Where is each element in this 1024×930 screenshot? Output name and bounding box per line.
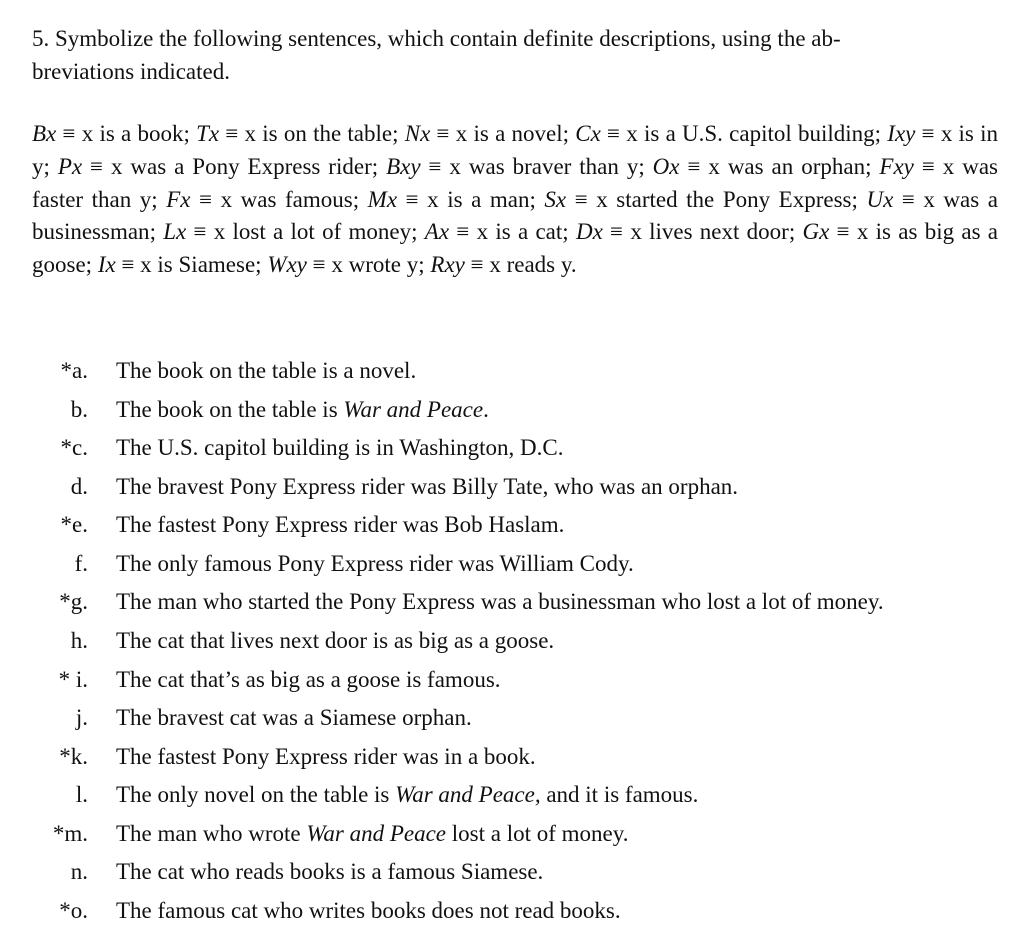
exercise-item-text: The fastest Pony Express rider was Bob Haslam. bbox=[116, 512, 565, 538]
abbreviation-predicate: Wxy bbox=[267, 252, 307, 278]
abbreviation-entry: Bx ≡ x is a book bbox=[32, 121, 184, 146]
abbreviation-meaning: x is as big as a goose bbox=[32, 219, 999, 278]
abbreviation-predicate: Ox bbox=[652, 153, 680, 179]
exercise-item-text: The cat that’s as big as a goose is famous. bbox=[116, 666, 501, 692]
abbreviation-meaning: x is a man bbox=[427, 186, 530, 212]
exercise-number: 5. bbox=[32, 26, 50, 51]
abbreviation-predicate: Fx bbox=[166, 186, 191, 212]
exercise-item-text-before: The only novel on the table is bbox=[116, 782, 396, 808]
abbreviation-predicate: Tx bbox=[196, 121, 220, 146]
abbreviation-entry: Mx ≡ x is a man bbox=[367, 186, 530, 212]
abbreviation-entry: Px ≡ x was a Pony Express rider bbox=[57, 153, 372, 179]
exercise-item bbox=[0, 853, 1024, 892]
exercise-item-label: * i. bbox=[58, 666, 88, 692]
abbreviation-meaning: x was an orphan bbox=[708, 153, 866, 179]
abbreviation-entry: Bxy ≡ x was braver than y bbox=[386, 153, 639, 179]
abbreviation-predicate: Rxy bbox=[430, 252, 465, 278]
exercise-instructions-line2: breviations indicated. bbox=[32, 59, 230, 84]
abbreviation-meaning: x started the Pony Express bbox=[596, 186, 852, 212]
exercise-items bbox=[0, 352, 1024, 930]
exercise-item-text-before: The book on the table is bbox=[116, 396, 344, 422]
abbreviation-entry: Sx ≡ x started the Pony Express bbox=[544, 186, 852, 212]
exercise-item-text bbox=[116, 776, 698, 815]
abbreviation-predicate: Dx bbox=[575, 219, 603, 245]
abbreviation-entry: Gx ≡ x is as big as a goose bbox=[32, 219, 999, 278]
abbreviation-meaning: x is a U.S. capitol building bbox=[626, 121, 875, 146]
exercise-item bbox=[0, 506, 1024, 545]
exercise-item-label: *e. bbox=[60, 512, 88, 538]
exercise-item-text: The book on the table is a novel. bbox=[116, 358, 417, 383]
abbreviation-meaning: x is Siamese bbox=[140, 252, 256, 278]
abbreviation-meaning: x was faster than y bbox=[32, 153, 998, 212]
abbreviation-entry: Wxy ≡ x wrote y bbox=[267, 252, 419, 278]
abbreviation-predicate: Ux bbox=[866, 186, 894, 212]
exercise-item-label: *c. bbox=[60, 435, 88, 461]
abbreviation-meaning: x was a Pony Express rider bbox=[110, 153, 372, 179]
exercise-item-label: h. bbox=[70, 627, 88, 653]
exercise-instructions-line1: Symbolize the following sentences, which contain definite descriptions, using the ab- bbox=[55, 26, 841, 51]
abbreviation-list: Bx ≡ x is a book; Tx ≡ x is on the table; Nx ≡ x is a novel; Cx ≡ x is a U.S. capitol building; Ixy ≡ x is in y; Px ≡ x was a Pony Express rider; Bxy ≡ x was braver than y; Ox ≡ x was an orphan; Fxy ≡ x was faster than y; Fx ≡ x was famous; Mx ≡ x is a man; Sx ≡ x started the Pony Express; Ux ≡ x was a businessman; Lx ≡ x lost a lot of money; Ax ≡ x is a cat; Dx ≡ x lives next door; Gx ≡ x is as big as a goose; Ix ≡ x is Siamese; Wxy ≡ x wrote y; Rxy ≡ x reads y. bbox=[32, 121, 999, 278]
abbreviation-meaning: x is a book bbox=[81, 121, 184, 146]
abbreviation-entry: Nx ≡ x is a novel bbox=[404, 121, 563, 146]
abbreviation-meaning: x is in y bbox=[32, 121, 999, 179]
exercise-item-label: *a. bbox=[60, 358, 88, 383]
exercise-item bbox=[0, 352, 1024, 391]
abbreviation-meaning: x is on the table bbox=[244, 121, 393, 146]
abbreviation-predicate: Sx bbox=[544, 186, 567, 212]
abbreviation-predicate: Px bbox=[57, 153, 83, 179]
abbreviation-predicate: Lx bbox=[163, 219, 187, 245]
abbreviation-entry: Ixy ≡ x is in y bbox=[32, 121, 999, 179]
exercise-item-label: *o. bbox=[59, 897, 88, 923]
abbreviation-entry: Lx ≡ x lost a lot of money bbox=[163, 219, 412, 245]
exercise-item-text: The cat who reads books is a famous Siamese. bbox=[116, 859, 544, 885]
exercise-item-label: *m. bbox=[52, 820, 88, 846]
abbreviation-predicate: Bxy bbox=[386, 153, 421, 179]
abbreviation-entry: Ix ≡ x is Siamese bbox=[97, 252, 256, 278]
exercise-item bbox=[0, 776, 1024, 815]
abbreviation-meaning: x was a businessman bbox=[32, 186, 998, 245]
abbreviation-predicate: Ix bbox=[97, 252, 116, 278]
exercise-item-text: The U.S. capitol building is in Washington, D.C. bbox=[116, 435, 564, 461]
abbreviation-meaning: x reads y bbox=[489, 252, 571, 278]
exercise-item-text: The bravest cat was a Siamese orphan. bbox=[116, 705, 472, 731]
abbreviation-predicate: Cx bbox=[575, 121, 601, 146]
abbreviation-entry: Ax ≡ x is a cat bbox=[424, 219, 563, 245]
abbreviation-predicate: Ax bbox=[424, 219, 450, 245]
exercise-heading bbox=[32, 22, 998, 88]
exercise-item bbox=[0, 468, 1024, 507]
abbreviation-meaning: x was famous bbox=[220, 186, 353, 212]
exercise-item-label: d. bbox=[70, 473, 88, 499]
exercise-item-label: l. bbox=[75, 782, 88, 808]
exercise-item-text bbox=[116, 815, 629, 854]
book-title: War and Peace bbox=[306, 820, 447, 846]
abbreviation-meaning: x wrote y bbox=[331, 252, 419, 278]
exercise-item bbox=[0, 429, 1024, 468]
abbreviation-meaning: x lost a lot of money bbox=[213, 219, 412, 245]
exercise-item-text-after: . bbox=[483, 396, 489, 422]
exercise-item bbox=[0, 738, 1024, 777]
exercise-item bbox=[0, 622, 1024, 661]
exercise-item-text: The bravest Pony Express rider was Billy Tate, who was an orphan. bbox=[116, 473, 739, 499]
exercise-item-label: f. bbox=[74, 550, 88, 576]
exercise-item-text: The cat that lives next door is as big as a goose. bbox=[116, 627, 555, 653]
exercise-item-label: n. bbox=[70, 859, 88, 885]
exercise-item-text: The man who started the Pony Express was a businessman who lost a lot of money. bbox=[116, 589, 884, 615]
exercise-item bbox=[0, 391, 1024, 430]
exercise-item-label: *k. bbox=[59, 743, 88, 769]
book-title: War and Peace bbox=[343, 396, 484, 422]
abbreviation-meaning: x is a novel bbox=[455, 121, 563, 146]
abbreviation-predicate: Mx bbox=[367, 186, 398, 212]
abbreviation-meaning: x is a cat bbox=[476, 219, 563, 245]
abbreviation-predicate: Gx bbox=[802, 219, 830, 245]
exercise-item-label: b. bbox=[70, 396, 88, 422]
exercise-item bbox=[0, 892, 1024, 930]
abbreviation-entry: Fx ≡ x was famous bbox=[166, 186, 353, 212]
exercise-item bbox=[0, 699, 1024, 738]
exercise-item bbox=[0, 545, 1024, 584]
abbreviation-entry: Tx ≡ x is on the table bbox=[196, 121, 393, 146]
exercise-item-text-after: lost a lot of money. bbox=[446, 820, 629, 846]
abbreviation-entry: Ox ≡ x was an orphan bbox=[652, 153, 866, 179]
abbreviation-entry: Cx ≡ x is a U.S. capitol building bbox=[575, 121, 875, 146]
abbreviation-entry: Ux ≡ x was a businessman bbox=[32, 186, 998, 245]
abbreviation-predicate: Fxy bbox=[879, 153, 914, 179]
abbreviation-predicate: Ixy bbox=[887, 121, 916, 146]
exercise-item bbox=[0, 661, 1024, 700]
exercise-item-text bbox=[116, 391, 489, 430]
exercise-item-text-before: The man who wrote bbox=[116, 820, 307, 846]
abbreviation-predicate: Bx bbox=[32, 121, 57, 146]
exercise-item-text: The famous cat who writes books does not read books. bbox=[116, 897, 621, 923]
exercise-item bbox=[0, 583, 1024, 622]
exercise-item-label: *g. bbox=[59, 589, 88, 615]
abbreviation-predicate: Nx bbox=[404, 121, 431, 146]
exercise-item-text: The fastest Pony Express rider was in a book. bbox=[116, 743, 536, 769]
exercise-item-text-after: and it is famous. bbox=[540, 782, 699, 808]
abbreviation-meaning: x lives next door bbox=[630, 219, 789, 245]
abbreviation-entry: Dx ≡ x lives next door bbox=[575, 219, 789, 245]
abbreviation-entry: Rxy ≡ x reads y bbox=[430, 252, 571, 278]
exercise-item bbox=[0, 815, 1024, 854]
exercise-item-label: j. bbox=[75, 705, 88, 731]
book-title: War and Peace, bbox=[395, 782, 541, 808]
exercise-item-text: The only famous Pony Express rider was William Cody. bbox=[116, 550, 634, 576]
abbreviation-meaning: x was braver than y bbox=[449, 153, 639, 179]
abbreviation-entry: Fxy ≡ x was faster than y bbox=[32, 153, 998, 212]
